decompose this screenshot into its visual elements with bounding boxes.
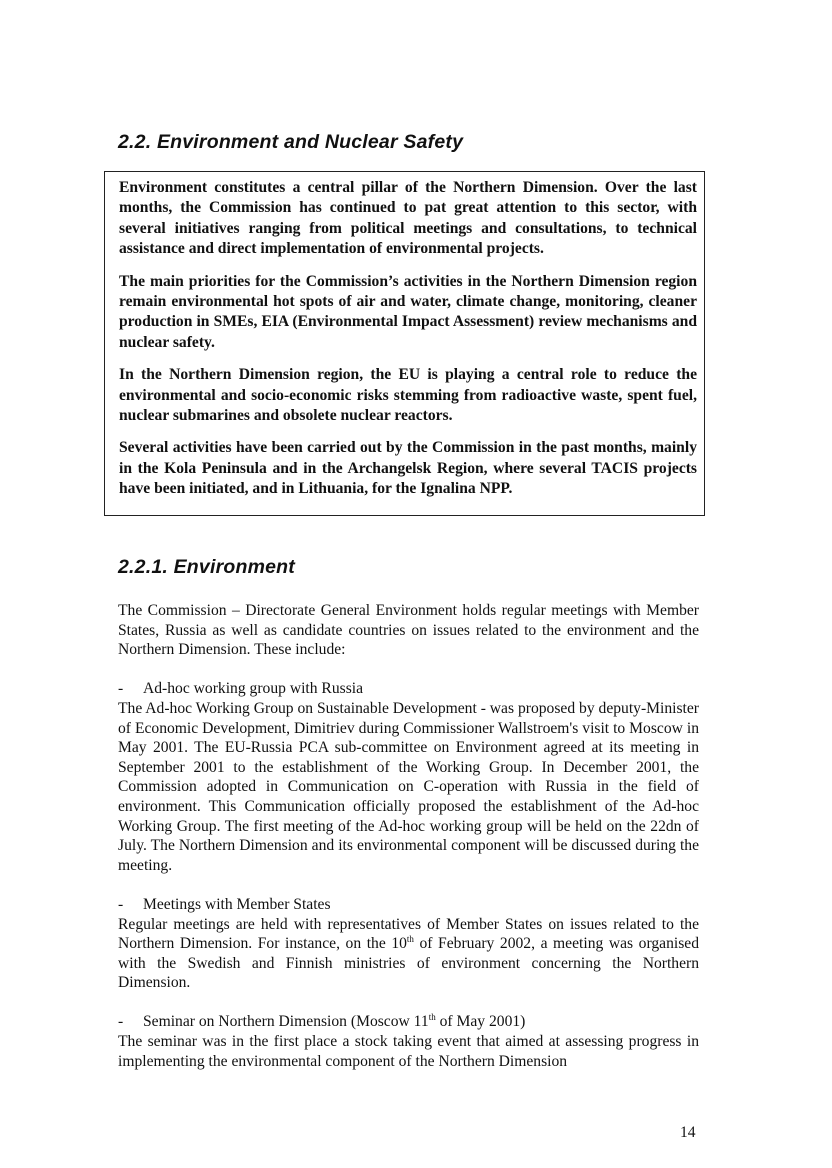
list-dash: - (118, 680, 124, 698)
ordinal-suffix: th (428, 1012, 436, 1023)
section-title: 2.2. Environment and Nuclear Safety (118, 131, 464, 153)
body-text-part: Regular meetings are held with representatives of Member States on issues related to the Northern Dimension. For instance, on the 10 (118, 915, 699, 953)
list-item (118, 679, 699, 875)
list-item-heading-text: Ad-hoc working group with Russia (143, 680, 364, 698)
list-item (118, 895, 699, 993)
body-text (118, 601, 699, 1091)
page-number: 14 (680, 1124, 696, 1141)
list-dash: - (118, 1013, 124, 1031)
list-item-body: The Ad-hoc Working Group on Sustainable Development - was proposed by deputy-Minister of Economic Development, Dimitriev during Commissioner Wallstroem's visit to Moscow in May 2001. The EU-Russia PCA sub-committee on Environment agreed at its meeting in September 2001 to the establishment of the Working Group. In December 2001, the Commission adopted in Communication on C-operation with Russia in the field of environment. This Communication officially proposed the establishment of the Ad-hoc Working Group. The first meeting of the Ad-hoc working group will be held on the 22dn of July. The Northern Dimension and its environmental component will be discussed during the meeting. (118, 699, 699, 874)
list-item-body: The seminar was in the first place a stock taking event that aimed at assessing progress in implementing the environmental component of the Northern Dimension (118, 1033, 699, 1070)
list-item-heading (118, 679, 699, 699)
intro-paragraph: The Commission – Directorate General Environment holds regular meetings with Member States, Russia as well as candidate countries on issues related to the environment and the Northern Dimension. These include: (118, 602, 699, 659)
list-item-body (118, 916, 699, 992)
list-dash: - (118, 895, 124, 913)
list-item (118, 1012, 699, 1071)
list-item-heading (118, 1012, 699, 1032)
summary-box (104, 171, 705, 516)
list-item-heading (118, 895, 699, 915)
summary-paragraph: In the Northern Dimension region, the EU is playing a central role to reduce the environmental and socio-economic risks stemming from radioactive waste, spent fuel, nuclear submarines and obsolete nuclear reactors. (119, 366, 697, 425)
body-text-part: of February 2002, a meeting was organised with the Swedish and Finnish ministries of environment concerning the Northern Dimension. (118, 935, 700, 992)
summary-paragraph: Environment constitutes a central pillar of the Northern Dimension. Over the last months, the Commission has continued to pat great attention to this sector, with several initiatives ranging from political meetings and consultations, to technical assistance and direct implementation of environmental projects. (119, 179, 697, 258)
subsection-title: 2.2.1. Environment (118, 556, 295, 578)
list-item-heading-text: Meetings with Member States (143, 895, 331, 913)
list-item-heading-text: of May 2001) (435, 1013, 526, 1031)
summary-paragraph: Several activities have been carried out by the Commission in the past months, mainly in the Kola Peninsula and in the Archangelsk Region, where several TACIS projects have been initiated, and in Lithuania, for the Ignalina NPP. (119, 439, 697, 498)
ordinal-suffix: th (406, 934, 414, 945)
list-item-heading-text: Seminar on Northern Dimension (Moscow 11 (143, 1013, 429, 1031)
summary-paragraph: The main priorities for the Commission’s activities in the Northern Dimension region remain environmental hot spots of air and water, climate change, monitoring, cleaner production in SMEs, EIA (Environmental Impact Assessment) review mechanisms and nuclear safety. (119, 272, 697, 351)
